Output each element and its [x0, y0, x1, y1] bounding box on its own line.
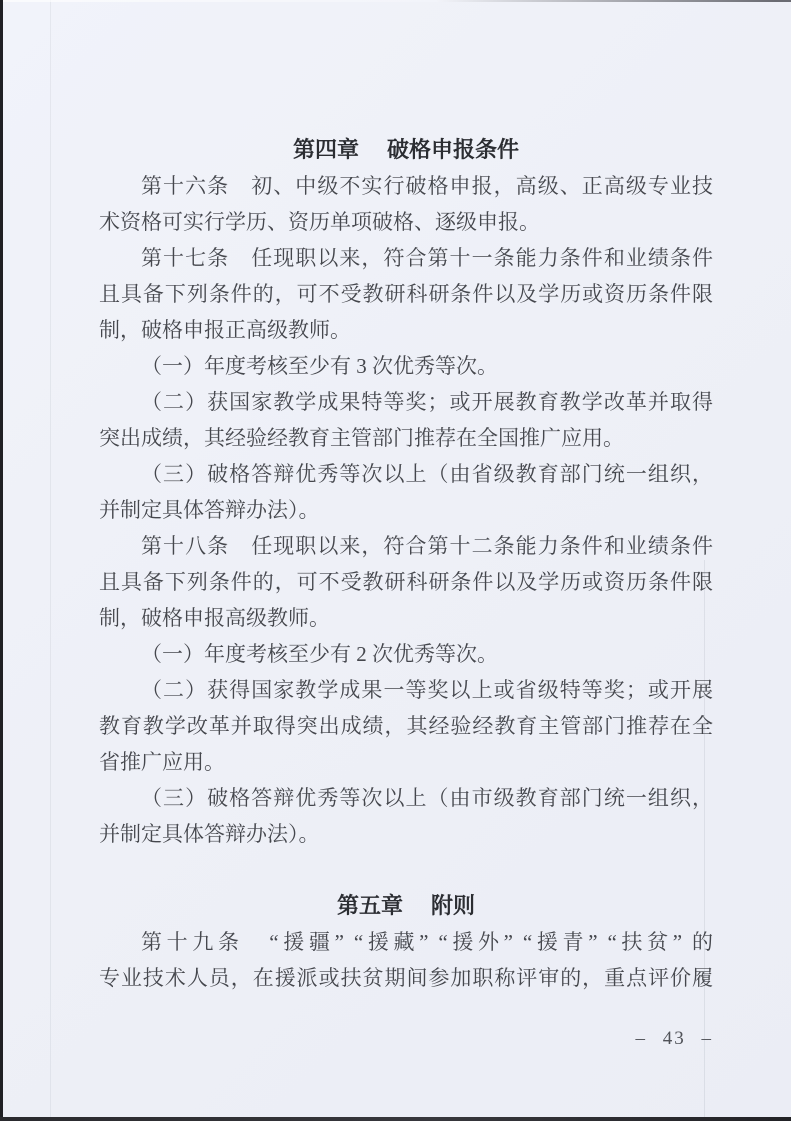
document-body: [99, 132, 713, 996]
text-line: 突出成绩，其经验经教育主管部门推荐在全国推广应用。: [99, 426, 624, 450]
paragraph: [99, 348, 713, 384]
paragraph: [99, 240, 713, 348]
text-line: 第十七条 任现职以来，符合第十一条能力条件和业绩条件: [141, 246, 713, 270]
text-line: 第十八条 任现职以来，符合第十二条能力条件和业绩条件: [141, 534, 713, 558]
scan-edge-left: [0, 0, 3, 1121]
text-line: 制，破格申报正高级教师。: [99, 318, 351, 342]
chapter-heading: 第五章 附则: [336, 893, 476, 918]
text-line: 第十九条 “援疆” “援藏” “援外” “援青” “扶贫” 的: [141, 930, 713, 954]
paragraph: [99, 780, 713, 852]
text-line: （三）破格答辩优秀等次以上（由省级教育部门统一组织，: [141, 462, 713, 486]
paragraph: [99, 168, 713, 240]
chapter-heading: 第四章 破格申报条件: [292, 137, 520, 162]
text-line: （二）获得国家教学成果一等奖以上或省级特等奖；或开展: [141, 678, 713, 702]
paragraph: [99, 636, 713, 672]
text-line: 制，破格申报高级教师。: [99, 606, 330, 630]
paragraph: [99, 924, 713, 996]
text-line: （一）年度考核至少有 2 次优秀等次。: [141, 642, 498, 666]
text-line: （三）破格答辩优秀等次以上（由市级教育部门统一组织，: [141, 786, 713, 810]
paragraph: [99, 672, 713, 780]
text-line: 教育教学改革并取得突出成绩，其经验经教育主管部门推荐在全: [99, 714, 713, 738]
text-line: 并制定具体答辩办法）。: [99, 822, 320, 846]
scan-edge-bottom: [0, 1117, 791, 1121]
text-line: 术资格可实行学历、资历单项破格、逐级申报。: [99, 210, 540, 234]
paragraph: [99, 456, 713, 528]
page-number: – 43 –: [635, 1028, 713, 1049]
text-line: 并制定具体答辩办法）。: [99, 498, 320, 522]
text-line: （二）获国家教学成果特等奖；或开展教育教学改革并取得: [141, 390, 713, 414]
text-line: 省推广应用。: [99, 750, 225, 774]
text-line: 且具备下列条件的，可不受教研科研条件以及学历或资历条件限: [99, 282, 713, 306]
scan-fold-line: [50, 0, 51, 1121]
paragraph: [99, 528, 713, 636]
paragraph: [99, 384, 713, 456]
text-line: （一）年度考核至少有 3 次优秀等次。: [141, 354, 498, 378]
text-line: 第十六条 初、中级不实行破格申报，高级、正高级专业技: [141, 174, 713, 198]
text-line: 专业技术人员，在援派或扶贫期间参加职称评审的，重点评价履: [99, 966, 713, 990]
scan-edge-top: [0, 0, 791, 2]
text-line: 且具备下列条件的，可不受教研科研条件以及学历或资历条件限: [99, 570, 713, 594]
